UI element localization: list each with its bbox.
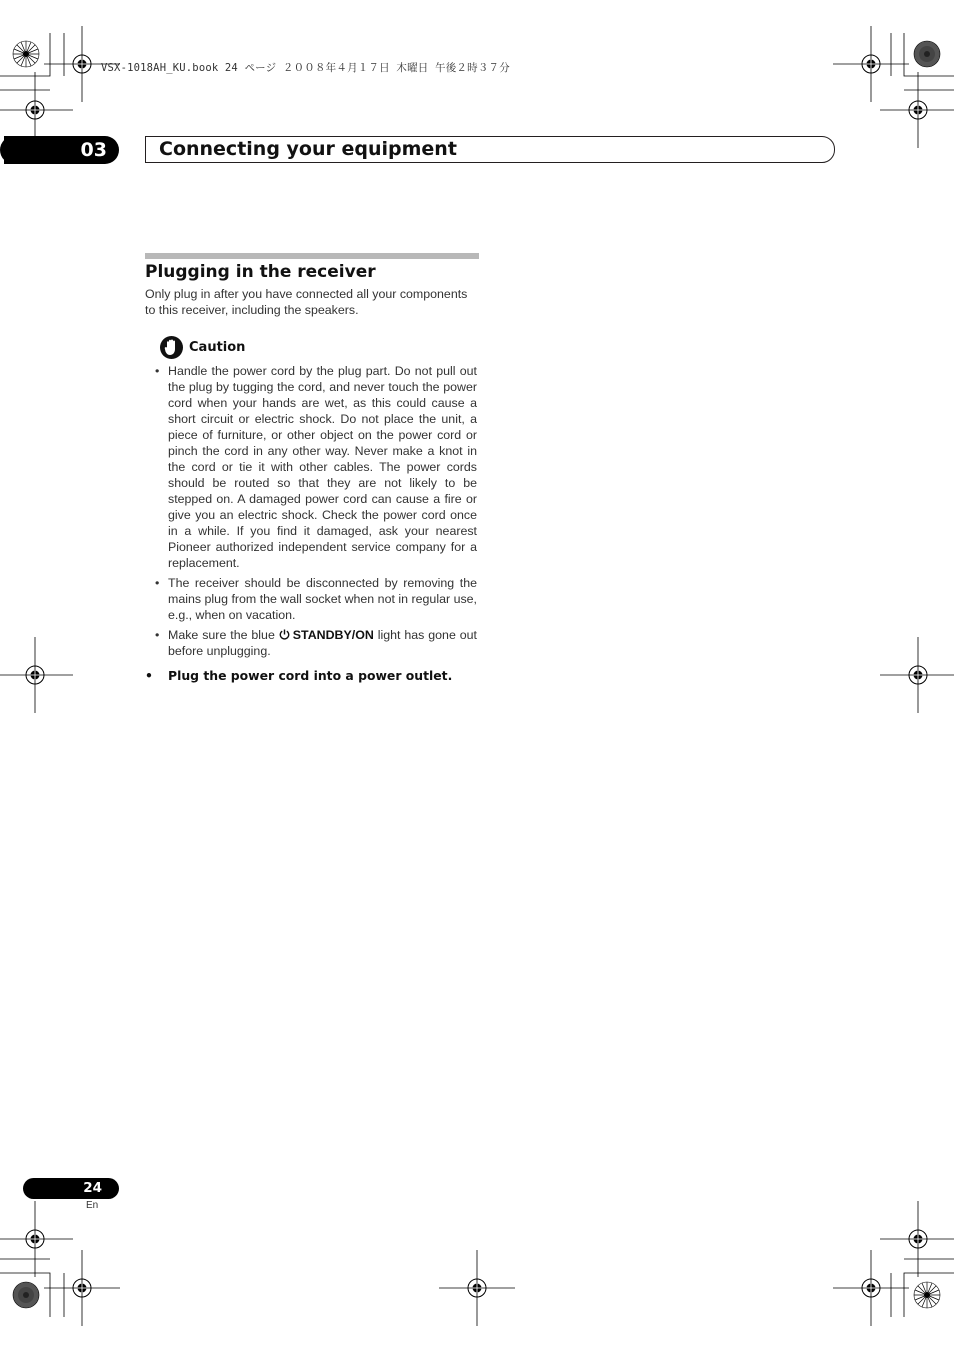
instruction-step [145,668,452,683]
list-item-text: Make sure the blue [168,628,275,642]
section-intro: Only plug in after you have connected all your components to this receiver, including the speakers. [145,287,468,317]
list-item: • The receiver should be disconnected by removing the mains plug from the wall socket when not in regular use, e.g., when on vacation. [155,575,477,623]
list-item-text: light has gone out before unplugging. [168,628,477,658]
list-item [155,627,477,659]
chapter-number-tab [4,136,119,164]
caution-label: Caution [189,340,246,355]
section-title: Plugging in the receiver [145,262,376,282]
section-rule [145,253,479,259]
list-item: • Handle the power cord by the plug part. Do not pull out the plug by tugging the cord, and never touch the power cord when your hands are wet, as this could cause a short circuit or electric shock. Do not place the unit, a piece of furniture, or other object on the power cord or pinch the cord in any other way. Never make a knot in the cord or tie it with other cables. The power cords should be routed so that they are not likely to be stepped on. A damaged power cord can cause a fire or give you an electric shock. Check the power cord once in a while. If you find it damaged, ask your nearest Pioneer authorized independent service company for a replacement. [155,363,477,571]
step-bullet: • [145,668,153,683]
chapter-number: 03 [80,139,107,161]
print-info: VSX-1018AH_KU.book 24 ページ ２００８年４月１７日 木曜日 午後２時３７分 [101,62,510,74]
caution-list [155,363,477,663]
step-text: Plug the power cord into a power outlet. [168,668,453,683]
page-number-tab [23,1178,119,1199]
page-number: 24 [83,1180,102,1196]
hand-stop-icon [160,336,183,359]
chapter-title: Connecting your equipment [159,138,457,160]
power-icon [279,629,290,640]
page-language: En [86,1200,99,1211]
standby-on-label: STANDBY/ON [292,628,374,642]
chapter-title-bar [145,136,835,163]
